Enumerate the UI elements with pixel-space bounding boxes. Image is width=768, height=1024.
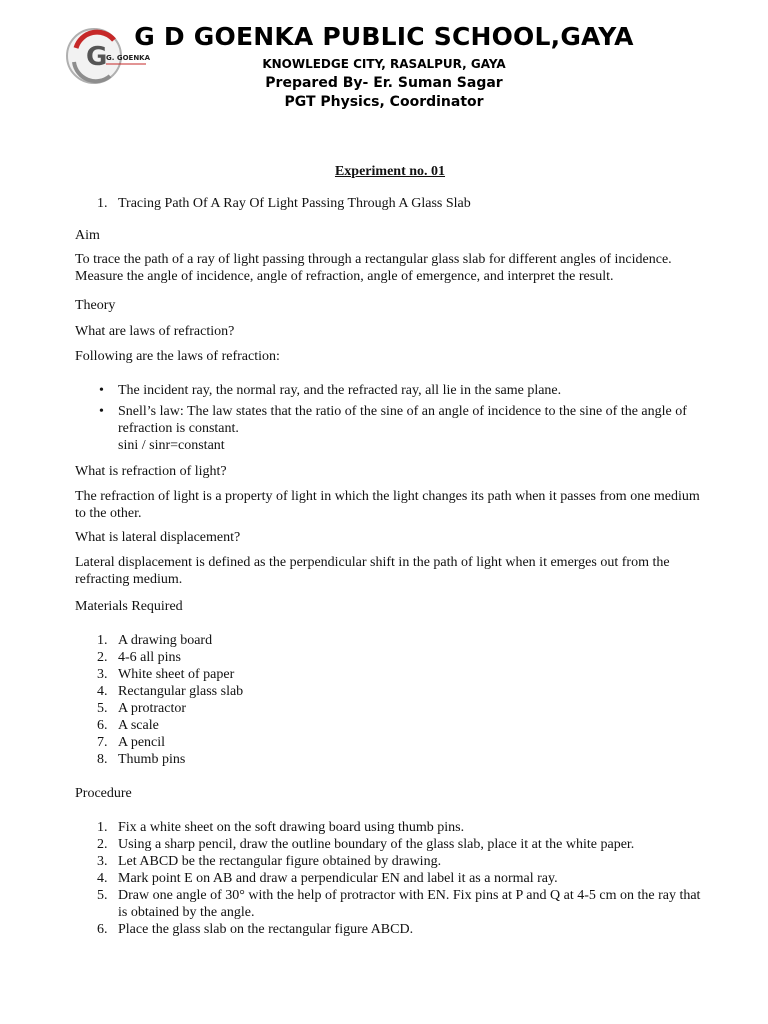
theory-answer-2: The refraction of light is a property of light in which the light changes its path when it passes from one medium to the other. xyxy=(75,489,700,521)
theory-heading: Theory xyxy=(75,298,116,313)
aim-text: To trace the path of a ray of light passing through a rectangular glass slab for different angles of incidence. Measure the angle of incidence, angle of refraction, angle of emergence, and interpret the result. xyxy=(75,252,672,284)
experiment-title: Experiment no. 01 xyxy=(334,164,446,179)
procedure-step-text: Place the glass slab on the rectangular figure ABCD. xyxy=(118,922,414,937)
procedure-step-text: Fix a white sheet on the soft drawing board using thumb pins. xyxy=(118,820,465,835)
list-number: 6. xyxy=(97,922,108,937)
list-number: 2. xyxy=(97,837,108,852)
list-item xyxy=(75,666,705,683)
list-number: 1. xyxy=(97,196,108,211)
bullet-icon: • xyxy=(99,383,104,398)
law-text: The incident ray, the normal ray, and the refracted ray, all lie in the same plane. xyxy=(118,383,562,398)
procedure-step-text: Mark point E on AB and draw a perpendicular EN and label it as a normal ray. xyxy=(118,871,558,886)
list-item xyxy=(75,870,705,887)
list-item xyxy=(75,836,705,853)
procedure-step-text: Let ABCD be the rectangular figure obtained by drawing. xyxy=(118,854,442,869)
snell-formula: sini / sinr=constant xyxy=(118,438,225,453)
page-header xyxy=(0,0,768,120)
procedure-list xyxy=(75,819,705,938)
list-number: 5. xyxy=(97,701,108,716)
list-item xyxy=(75,819,705,836)
experiment-list xyxy=(75,195,705,212)
material-text: A pencil xyxy=(118,735,166,750)
document-body xyxy=(75,163,705,938)
aim-heading: Aim xyxy=(75,228,100,243)
material-text: White sheet of paper xyxy=(118,667,235,682)
list-number: 1. xyxy=(97,633,108,648)
material-text: A drawing board xyxy=(118,633,213,648)
material-text: 4-6 all pins xyxy=(118,650,181,665)
theory-question-2: What is refraction of light? xyxy=(75,464,227,479)
list-number: 5. xyxy=(97,888,108,903)
list-item xyxy=(75,632,705,649)
materials-list xyxy=(75,632,705,768)
list-number: 2. xyxy=(97,650,108,665)
procedure-step-text: Draw one angle of 30° with the help of protractor with EN. Fix pins at P and Q at 4-5 cm on the ray that is obtained by the angle. xyxy=(118,888,701,920)
materials-heading: Materials Required xyxy=(75,599,183,614)
list-item xyxy=(75,887,705,921)
procedure-step-text: Using a sharp pencil, draw the outline boundary of the glass slab, place it at the white paper. xyxy=(118,837,635,852)
svg-text:G: G xyxy=(86,42,108,72)
school-name: G D GOENKA PUBLIC SCHOOL,GAYA xyxy=(134,22,634,51)
procedure-heading: Procedure xyxy=(75,786,132,801)
list-item xyxy=(75,649,705,666)
list-item xyxy=(75,921,705,938)
list-item xyxy=(75,751,705,768)
list-number: 6. xyxy=(97,718,108,733)
list-number: 3. xyxy=(97,667,108,682)
law-text: Snell’s law: The law states that the ratio of the sine of an angle of incidence to the sine of the angle of refraction is constant. xyxy=(118,404,687,436)
list-number: 8. xyxy=(97,752,108,767)
laws-list xyxy=(75,382,705,454)
list-item xyxy=(75,734,705,751)
list-item xyxy=(75,683,705,700)
theory-question-1: What are laws of refraction? xyxy=(75,324,235,339)
svg-text:G. GOENKA: G. GOENKA xyxy=(106,54,151,62)
list-number: 4. xyxy=(97,684,108,699)
bullet-icon: • xyxy=(99,404,104,419)
list-item xyxy=(75,382,705,399)
list-number: 1. xyxy=(97,820,108,835)
list-number: 7. xyxy=(97,735,108,750)
designation: PGT Physics, Coordinator xyxy=(284,94,484,110)
list-item xyxy=(75,403,705,454)
experiment-item xyxy=(75,195,705,212)
prepared-by: Prepared By- Er. Suman Sagar xyxy=(265,75,503,91)
experiment-item-text: Tracing Path Of A Ray Of Light Passing Through A Glass Slab xyxy=(118,196,471,211)
material-text: A scale xyxy=(118,718,159,733)
school-address: KNOWLEDGE CITY, RASALPUR, GAYA xyxy=(262,57,506,71)
list-item xyxy=(75,700,705,717)
theory-laws-intro: Following are the laws of refraction: xyxy=(75,349,280,364)
theory-question-3: What is lateral displacement? xyxy=(75,530,241,545)
theory-answer-3: Lateral displacement is defined as the perpendicular shift in the path of light when it emerges out from the refracting medium. xyxy=(75,555,670,587)
material-text: Thumb pins xyxy=(118,752,186,767)
list-item xyxy=(75,717,705,734)
list-number: 3. xyxy=(97,854,108,869)
material-text: A protractor xyxy=(118,701,187,716)
material-text: Rectangular glass slab xyxy=(118,684,244,699)
list-number: 4. xyxy=(97,871,108,886)
list-item xyxy=(75,853,705,870)
